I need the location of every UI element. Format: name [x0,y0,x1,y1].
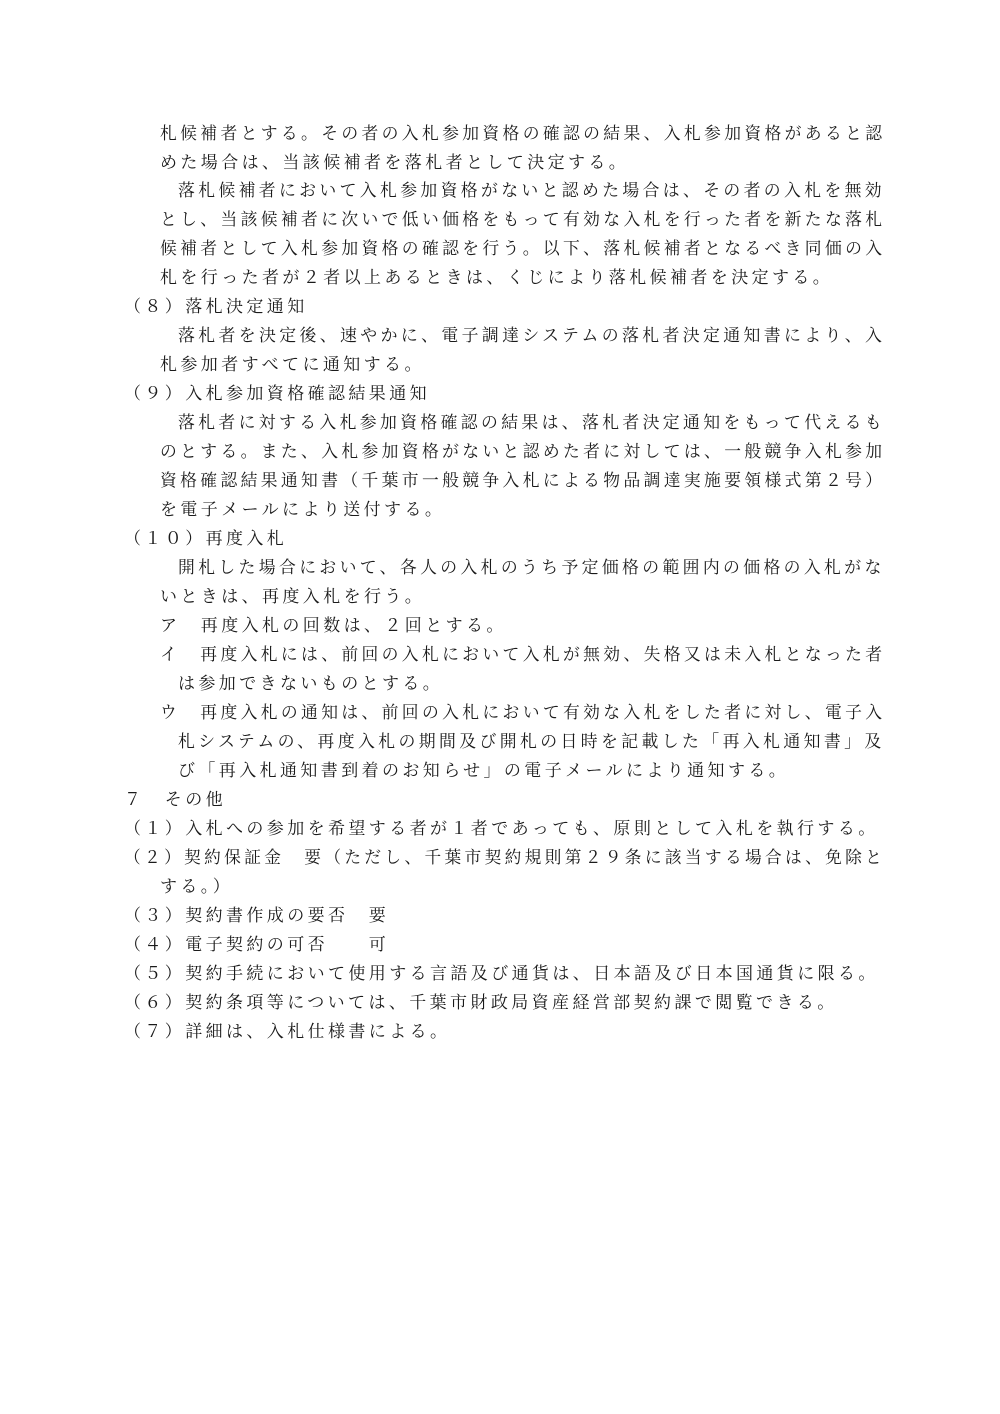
list-item: （６）契約条項等については、千葉市財政局資産経営部契約課で閲覧できる。 [124,993,838,1013]
text-line: 落札者に対する入札参加資格確認の結果は、落札者決定通知をもって代えるも [178,413,885,433]
text-line: 札を行った者が２者以上あるときは、くじにより落札候補者を決定する。 [160,268,834,288]
text-line: 開札した場合において、各人の入札のうち予定価格の範囲内の価格の入札がな [178,558,885,578]
text-line: び「再入札通知書到着のお知らせ」の電子メールにより通知する。 [178,761,790,781]
text-line: とし、当該候補者に次いで低い価格をもって有効な入札を行った者を新たな落札 [160,210,886,230]
list-item: イ 再度入札には、前回の入札において入札が無効、失格又は未入札となった者 [160,645,886,665]
list-item: ア 再度入札の回数は、２回とする。 [160,616,507,636]
section-heading: ７ その他 [124,790,226,810]
text-line: 落札者を決定後、速やかに、電子調達システムの落札者決定通知書により、入 [178,326,886,346]
list-item: （７）詳細は、入札仕様書による。 [124,1022,451,1042]
text-line: は参加できないものとする。 [178,674,444,694]
text-line: めた場合は、当該候補者を落札者として決定する。 [160,153,630,173]
text-line: 資格確認結果通知書（千葉市一般競争入札による物品調達実施要領様式第２号） [160,471,886,491]
list-item: （２）契約保証金 要（ただし、千葉市契約規則第２９条に該当する場合は、免除と [124,848,886,868]
text-line: 札参加者すべてに通知する。 [160,355,425,375]
section-heading: （８）落札決定通知 [124,297,308,317]
list-item: （３）契約書作成の要否 要 [124,906,390,926]
text-line: のとする。また、入札参加資格がないと認めた者に対しては、一般競争入札参加 [160,442,886,462]
text-line: する。） [160,877,234,897]
section-heading: （９）入札参加資格確認結果通知 [124,384,430,404]
list-item: ウ 再度入札の通知は、前回の入札において有効な入札をした者に対し、電子入 [160,703,886,723]
text-line: 候補者として入札参加資格の確認を行う。以下、落札候補者となるべき同価の入 [160,239,886,259]
list-item: （１）入札への参加を希望する者が１者であっても、原則として入札を執行する。 [124,819,879,839]
text-line: いときは、再度入札を行う。 [160,587,426,607]
list-item: （４）電子契約の可否 可 [124,935,390,955]
text-line: 札システムの、再度入札の期間及び開札の日時を記載した「再入札通知書」及 [178,732,885,752]
text-line: 札候補者とする。その者の入札参加資格の確認の結果、入札参加資格があると認 [160,124,886,144]
section-heading: （１０）再度入札 [124,529,288,549]
text-line: 落札候補者において入札参加資格がないと認めた場合は、その者の入札を無効 [178,181,885,201]
text-line: を電子メールにより送付する。 [160,500,446,520]
list-item: （５）契約手続において使用する言語及び通貨は、日本語及び日本国通貨に限る。 [124,964,879,984]
